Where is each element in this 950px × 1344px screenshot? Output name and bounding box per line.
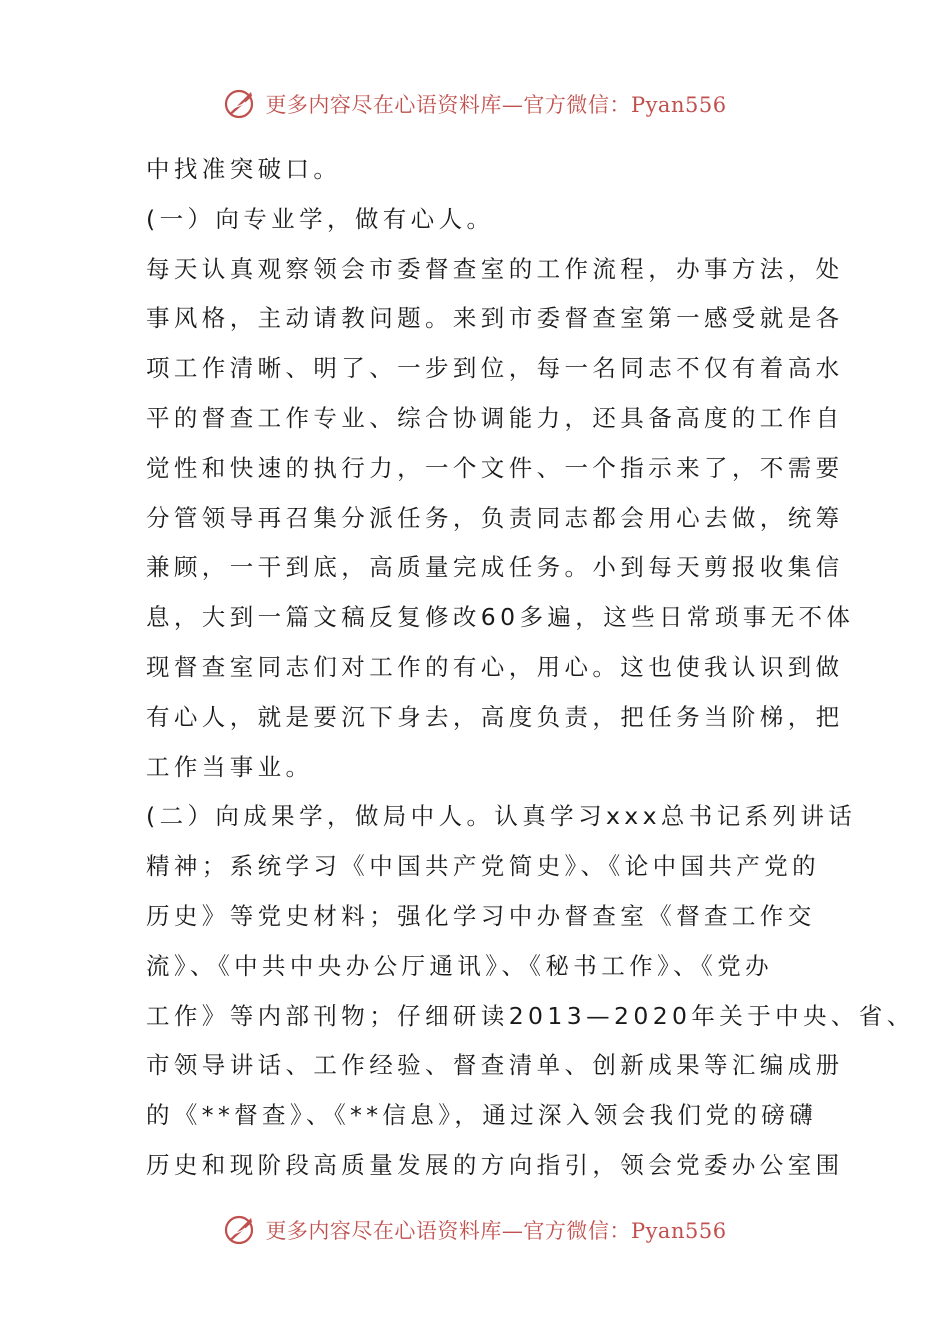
text-line: 流》、《中共中央办公厅通讯》、《秘书工作》、《党办 — [146, 951, 773, 980]
text-line: 精神；系统学习《中国共产党简史》、《论中国共产党的 — [146, 852, 820, 881]
wechat-id: Pyan556 — [630, 1219, 727, 1243]
text-line: 事风格，主动请教问题。来到市委督查室第一感受就是各 — [146, 304, 844, 333]
pen-nib-logo-icon — [223, 87, 257, 121]
footer-banner — [0, 1210, 950, 1250]
text-line: 兼顾，一干到底，高质量完成任务。小到每天剪报收集信 — [146, 553, 844, 582]
section-heading: (一）向专业学，做有心人。 — [146, 204, 495, 233]
text-line: 觉性和快速的执行力，一个文件、一个指示来了，不需要 — [146, 453, 844, 482]
text-line: 历史和现阶段高质量发展的方向指引，领会党委办公室围 — [146, 1150, 844, 1179]
text-line: 历史》等党史材料；强化学习中办督查室《督查工作交 — [146, 901, 816, 930]
text-line: 项工作清晰、明了、一步到位，每一名同志不仅有着高水 — [146, 354, 844, 383]
document-body — [146, 145, 915, 1191]
text-line: 有心人，就是要沉下身去，高度负责，把任务当阶梯，把 — [146, 702, 844, 731]
wechat-id: Pyan556 — [630, 93, 727, 117]
text-line: 中找准突破口。 — [146, 155, 342, 183]
text-line: 市领导讲话、工作经验、督查清单、创新成果等汇编成册 — [146, 1051, 844, 1080]
text-line: 平的督查工作专业、综合协调能力，还具备高度的工作自 — [146, 403, 844, 432]
header-banner — [0, 84, 950, 124]
text-line: 分管领导再召集分派任务，负责同志都会用心去做，统筹 — [146, 503, 844, 532]
text-line: 工作》等内部刊物；仔细研读2013—2020年关于中央、省、 — [146, 1001, 915, 1030]
text-line: 每天认真观察领会市委督查室的工作流程，办事方法，处 — [146, 254, 844, 283]
section-heading: (二）向成果学，做局中人。认真学习xxx总书记系列讲话 — [146, 802, 857, 831]
text-line: 现督查室同志们对工作的有心，用心。这也使我认识到做 — [146, 652, 844, 681]
text-line: 的《**督查》、《**信息》，通过深入领会我们党的磅礴 — [146, 1101, 818, 1130]
banner-text: 更多内容尽在心语资料库—官方微信：Pyan556 — [265, 1219, 727, 1243]
text-line: 息，大到一篇文稿反复修改60多遍，这些日常琐事无不体 — [146, 603, 855, 632]
banner-text: 更多内容尽在心语资料库—官方微信：Pyan556 — [265, 93, 727, 117]
text-line: 工作当事业。 — [146, 752, 314, 781]
pen-nib-logo-icon — [223, 1213, 257, 1247]
